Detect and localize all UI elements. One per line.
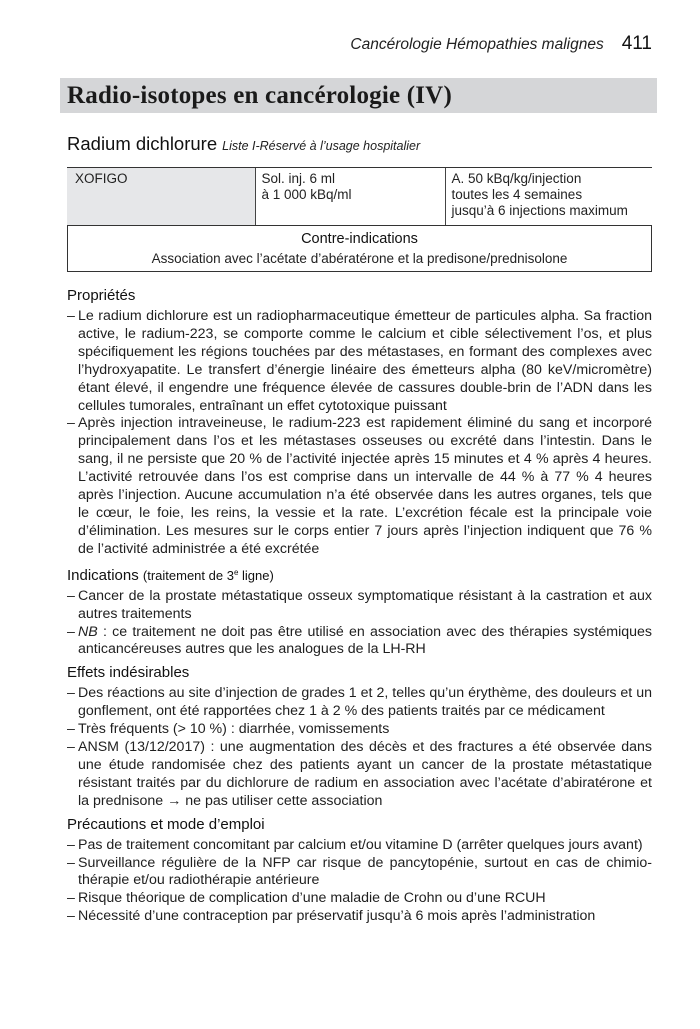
contraindications-title: Contre-indications — [301, 231, 418, 247]
contraindications-text: Association avec l’acétate d’abératérone et la predisone/prednisolone — [151, 251, 568, 266]
list-item: – Le radium dichlorure est un radiopharmaceutique émetteur de particules alpha. Sa fraction active, le radium-223, se comporte comme le calcium et cible sélectivement l’os, et plus spécifiquement les régions touchées par des métastases, en formant des complexes avec l’hydroxyapatite. Le transfert d’énergie linéaire des émetteurs alpha (80 keV/micromètre) étant élevé, il engendre une fréquence élevée de cassures double-brin de l’ADN dans les cellules tumorales, entraînant un effet cytotoxique puissant — [67, 308, 652, 415]
section-subtitle — [143, 568, 274, 583]
running-head — [350, 33, 652, 55]
page-number: 411 — [621, 33, 652, 54]
drug-heading — [67, 133, 420, 155]
section-precautions — [67, 816, 652, 927]
list-item: – Pas de traitement concomitant par calcium et/ou vitamine D (arrêter quelques jours avant) — [67, 837, 652, 855]
nb-label: NB — [78, 623, 98, 640]
list-item: – Risque théorique de complication d’une maladie de Crohn ou d’une RCUH — [67, 890, 652, 908]
monograph-content — [67, 287, 652, 931]
table-row — [67, 168, 652, 226]
page-title: Radio-isotopes en cancérologie (IV) — [67, 82, 452, 109]
running-head-section: Cancérologie Hémopathies malignes — [350, 36, 604, 53]
list-item-nb — [67, 624, 652, 660]
nb-text: : ce traitement ne doit pas être utilisé en association avec des thérapies systémiques anticancéreuses autres que les analogues de la LH-RH — [78, 623, 652, 658]
subtitle-prefix: (traitement de 3 — [142, 567, 234, 583]
section-title: Propriétés — [67, 287, 136, 304]
section-effets-indesirables — [67, 664, 652, 810]
drug-name: Radium dichlorure — [67, 133, 218, 154]
list-item: – Très fréquents (> 10 %) : diarrhée, vomissements — [67, 721, 652, 739]
list-item: – Après injection intraveineuse, le radium-223 est rapidement éliminé du sang et incorporé principalement dans l’os et les métastases osseuses ou excrété dans l’intestin. Dans le sang, il ne persiste que 20 % de l’activité injectée après 15 minutes et 4 % après 4 heures. L’activité retrouvée dans l’os est comprise dans un intervalle de 44 % à 77 % 4 heures après l’injection. Aucune accumulation n’a été observée dans les autres organes, tels que le cœur, le foie, les reins, la vessie et la rate. L’excrétion fécale est la principale voie d’élimination. Les mesures sur le corps entier 7 jours après l’injection indiquent que 76 % de l’activité administrée a été excrétée — [67, 415, 652, 558]
section-proprietes — [67, 287, 652, 559]
form-line: à 1 000 kBq/ml — [261, 187, 352, 202]
list-item: – Surveillance régulière de la NFP car risque de pancytopénie, surtout en cas de chimio-thérapie et/ou radiothérapie antérieure — [67, 855, 652, 891]
form-cell — [255, 168, 445, 226]
bullet-list — [67, 308, 652, 559]
bullet-list — [67, 837, 652, 927]
subtitle-suffix: ligne) — [238, 567, 274, 583]
list-item: – ANSM (13/12/2017) : une augmentation des décès et des fractures a été observée dans une étude randomisée chez des patients ayant un cancer de la prostate métastatique résistant traités par du dichlorure de radium en association avec l’acétate d’abiratérone et la prednisone → ne pas utiliser cette association — [67, 739, 652, 811]
dose-line: toutes les 4 semaines — [451, 187, 583, 202]
form-line: Sol. inj. 6 ml — [261, 171, 336, 186]
brand-cell: XOFIGO — [67, 168, 255, 226]
drug-table — [67, 167, 652, 226]
list-item: – Des réactions au site d’injection de grades 1 et 2, telles qu’un érythème, des douleurs et un gonflement, ont été rapportées chez 1 à 2 % des patients traités par ce médicament — [67, 685, 652, 721]
drug-status: Liste I-Réservé à l’usage hospitalier — [222, 139, 421, 153]
section-title-text: Indications — [67, 566, 139, 584]
contraindications-box — [67, 225, 652, 272]
section-title: Effets indésirables — [67, 664, 190, 682]
bullet-list — [67, 685, 652, 810]
section-title: Précautions et mode d’emploi — [67, 815, 265, 833]
subtitle-superscript: e — [233, 567, 239, 577]
dose-line: jusqu’à 6 injections maximum — [451, 203, 628, 218]
list-item: – Cancer de la prostate métastatique osseux symptomatique résistant à la castration et aux autres traitements — [67, 588, 652, 624]
bullet-list — [67, 588, 652, 660]
section-title — [67, 564, 652, 585]
chapter-title-band — [60, 78, 657, 113]
dose-cell — [445, 168, 652, 226]
list-item: – Nécessité d’une contraception par préservatif jusqu’à 6 mois après l’administration — [67, 908, 652, 926]
dose-line: A. 50 kBq/kg/injection — [451, 171, 582, 186]
section-indications — [67, 564, 652, 660]
